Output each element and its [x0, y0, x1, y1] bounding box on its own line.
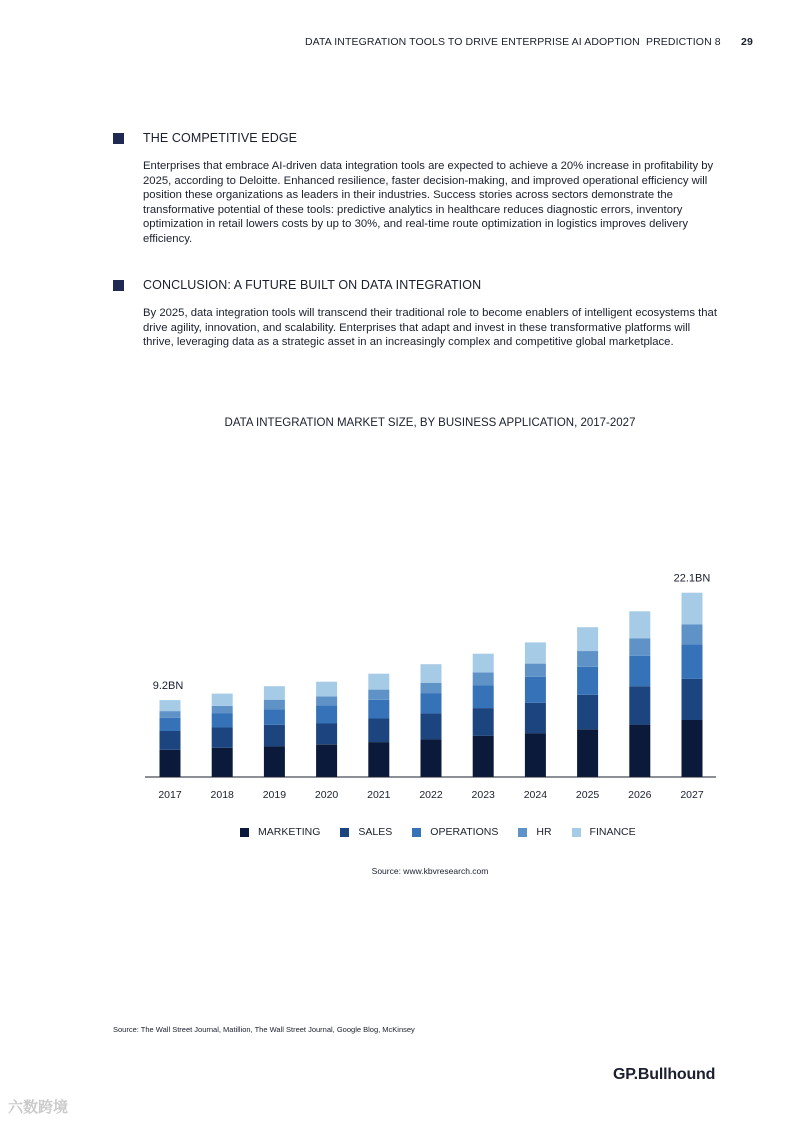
bar-2019-finance: [264, 686, 285, 700]
legend-label: OPERATIONS: [430, 826, 499, 838]
legend-swatch: [572, 828, 581, 837]
bar-2027-marketing: [682, 720, 703, 777]
legend-swatch: [518, 828, 527, 837]
legend-swatch: [240, 828, 249, 837]
legend-swatch: [412, 828, 421, 837]
bar-2021-operations: [368, 700, 389, 719]
bar-2021-sales: [368, 719, 389, 743]
header-title: DATA INTEGRATION TOOLS TO DRIVE ENTERPRISE AI ADOPTION: [305, 36, 640, 48]
bar-2020-sales: [316, 723, 337, 744]
x-tick-label: 2018: [210, 789, 234, 801]
bar-2018-hr: [212, 706, 233, 714]
x-tick-label: 2025: [575, 789, 600, 801]
x-tick-label: 2023: [471, 789, 495, 801]
section-body: By 2025, data integration tools will transcend their traditional role to become enablers of intelligent ecosystems that drive agility, innovation, and scalability. Enterprises that adapt and invest in these transformative platforms will thrive, leveraging data as a strategic asset in an increasingly complex and competitive global marketplace.: [143, 307, 717, 348]
bar-2017-hr: [160, 711, 181, 718]
bar-2027-finance: [682, 593, 703, 625]
legend-swatch: [340, 828, 349, 837]
header-prediction: PREDICTION 8: [646, 36, 721, 48]
bar-2026-operations: [629, 656, 650, 687]
bar-2022-sales: [421, 713, 442, 739]
bar-2022-marketing: [421, 739, 442, 777]
legend-item-hr: [518, 826, 551, 838]
bar-2020-marketing: [316, 744, 337, 777]
bar-2027-operations: [682, 644, 703, 679]
bar-2024-sales: [525, 703, 546, 734]
x-tick-label: 2022: [419, 789, 443, 801]
bars: [160, 593, 703, 777]
x-tick-label: 2027: [680, 789, 704, 801]
bar-2023-operations: [473, 686, 494, 709]
bar-2025-operations: [577, 667, 598, 695]
bar-2018-marketing: [212, 748, 233, 777]
x-tick-label: 2024: [523, 789, 548, 801]
x-tick-label: 2020: [314, 789, 339, 801]
x-tick-label: 2026: [628, 789, 652, 801]
bar-2025-marketing: [577, 729, 598, 777]
legend-item-finance: [572, 826, 636, 838]
bar-2022-finance: [421, 664, 442, 683]
bar-2024-hr: [525, 664, 546, 677]
bar-2020-operations: [316, 705, 337, 723]
bar-2019-hr: [264, 700, 285, 710]
chart-source: Source: www.kbvresearch.com: [371, 866, 489, 876]
bar-2022-hr: [421, 683, 442, 693]
bar-2022-operations: [421, 693, 442, 713]
bar-2018-sales: [212, 728, 233, 748]
bar-2020-finance: [316, 682, 337, 697]
bar-2017-marketing: [160, 750, 181, 777]
section-title: CONCLUSION: A FUTURE BUILT ON DATA INTEGRATION: [143, 278, 482, 292]
section-title: THE COMPETITIVE EDGE: [143, 131, 298, 145]
bar-2023-marketing: [473, 736, 494, 777]
bar-2024-operations: [525, 677, 546, 703]
x-tick-label: 2017: [158, 789, 182, 801]
bar-2017-finance: [160, 700, 181, 711]
bar-2026-marketing: [629, 725, 650, 777]
legend-label: FINANCE: [589, 826, 636, 838]
bar-2020-hr: [316, 696, 337, 705]
bar-2018-operations: [212, 714, 233, 728]
chart-legend: [240, 826, 656, 838]
bar-2026-hr: [629, 639, 650, 656]
bar-2019-marketing: [264, 746, 285, 777]
chart-title: DATA INTEGRATION MARKET SIZE, BY BUSINESS APPLICATION, 2017-2027: [224, 417, 636, 429]
bar-2023-hr: [473, 672, 494, 685]
data-label: 22.1BN: [673, 572, 711, 585]
bar-2023-finance: [473, 654, 494, 673]
bar-2024-finance: [525, 642, 546, 663]
bar-2026-sales: [629, 686, 650, 724]
footer-source: Source: The Wall Street Journal, Matillion, The Wall Street Journal, Google Blog, McKinsey: [113, 1025, 415, 1034]
bar-2021-marketing: [368, 742, 389, 777]
watermark: 六数跨境: [8, 1099, 69, 1116]
bar-2019-operations: [264, 709, 285, 724]
data-label: 9.2BN: [152, 680, 184, 693]
bar-2027-sales: [682, 679, 703, 720]
legend-item-sales: [340, 826, 392, 838]
legend-label: SALES: [358, 826, 393, 838]
bar-2025-hr: [577, 651, 598, 667]
gp-bullhound-logo: GP.Bullhound: [613, 1066, 716, 1083]
bar-2018-finance: [212, 694, 233, 706]
bar-2026-finance: [629, 611, 650, 638]
bar-2019-sales: [264, 725, 285, 747]
bar-2021-finance: [368, 674, 389, 690]
x-tick-label: 2021: [367, 789, 391, 801]
bar-2027-hr: [682, 625, 703, 645]
bar-2025-sales: [577, 695, 598, 730]
page-number: 29: [741, 36, 753, 48]
section-body: Enterprises that embrace AI-driven data integration tools are expected to achieve a 20% increase in profitability by 2025, according to Deloitte. Enhanced resilience, faster decision-making, and improved operational efficiency will position these organizations as leaders in their industries. Success stories across sectors demonstrate the transformative potential of these tools: predictive analytics in healthcare reduces diagnostic errors, inventory optimization in retail lowers costs by up to 30%, and real-time route optimization in logistics improves delivery efficiency.: [143, 160, 714, 245]
x-tick-labels: [158, 789, 704, 801]
bar-2023-sales: [473, 708, 494, 736]
bar-2017-sales: [160, 731, 181, 750]
legend-label: HR: [536, 826, 552, 838]
legend-item-marketing: [240, 826, 320, 838]
legend-item-operations: [412, 826, 498, 838]
legend-label: MARKETING: [258, 826, 321, 838]
bar-2025-finance: [577, 627, 598, 651]
bar-2017-operations: [160, 718, 181, 731]
x-tick-label: 2019: [262, 789, 287, 801]
bar-2024-marketing: [525, 733, 546, 777]
bar-2021-hr: [368, 690, 389, 700]
